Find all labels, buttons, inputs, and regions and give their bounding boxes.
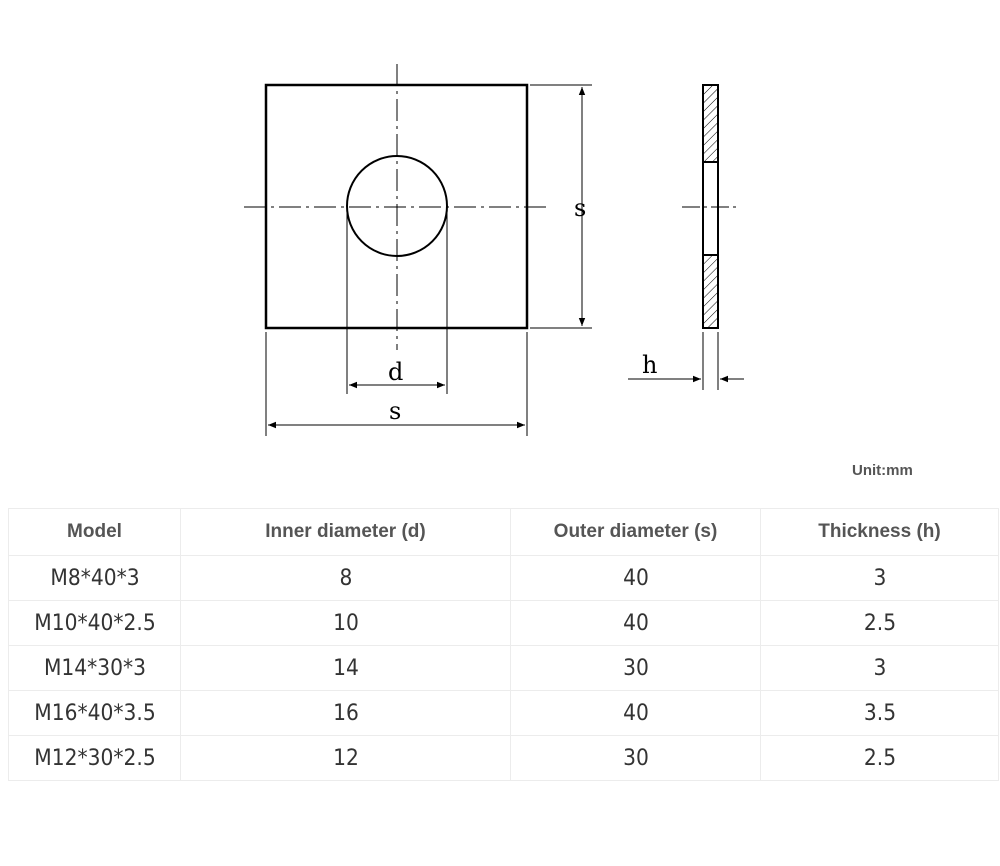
side-view-top-section <box>703 85 718 162</box>
cell-thickness: 3.5 <box>770 691 989 736</box>
header-model: Model <box>9 509 181 556</box>
cell-model: M8*40*3 <box>15 556 173 601</box>
cell-outer-diameter: 30 <box>521 736 751 781</box>
front-view <box>244 64 550 350</box>
unit-label: Unit:mm <box>852 462 913 479</box>
dimension-s-vertical-label: s <box>574 194 587 222</box>
cell-thickness: 2.5 <box>770 601 989 646</box>
cell-thickness: 3 <box>770 646 989 691</box>
cell-outer-diameter: 40 <box>521 556 751 601</box>
cell-model: M10*40*2.5 <box>15 601 173 646</box>
cell-inner-diameter: 14 <box>194 646 498 691</box>
table-row <box>9 691 999 736</box>
cell-inner-diameter: 12 <box>194 736 498 781</box>
cell-model: M16*40*3.5 <box>15 691 173 736</box>
header-inner-diameter: Inner diameter (d) <box>181 509 511 556</box>
header-thickness: Thickness (h) <box>761 509 999 556</box>
table-row <box>9 556 999 601</box>
cell-inner-diameter: 8 <box>194 556 498 601</box>
side-view <box>682 85 740 328</box>
cell-outer-diameter: 40 <box>521 691 751 736</box>
side-view-bottom-section <box>703 255 718 328</box>
dimension-h-label: h <box>642 351 658 379</box>
spec-table <box>8 508 999 781</box>
cell-outer-diameter: 40 <box>521 601 751 646</box>
cell-model: M14*30*3 <box>15 646 173 691</box>
cell-inner-diameter: 16 <box>194 691 498 736</box>
cell-thickness: 2.5 <box>770 736 989 781</box>
dimension-s-horizontal-label: s <box>389 397 402 425</box>
cell-outer-diameter: 30 <box>521 646 751 691</box>
table-header-row <box>9 509 999 556</box>
table-row <box>9 601 999 646</box>
table-row <box>9 736 999 781</box>
dimension-h <box>628 332 744 390</box>
dimension-d-label: d <box>388 358 404 386</box>
side-view-hole <box>703 162 718 255</box>
cell-model: M12*30*2.5 <box>15 736 173 781</box>
cell-inner-diameter: 10 <box>194 601 498 646</box>
table-row <box>9 646 999 691</box>
header-outer-diameter: Outer diameter (s) <box>511 509 761 556</box>
cell-thickness: 3 <box>770 556 989 601</box>
